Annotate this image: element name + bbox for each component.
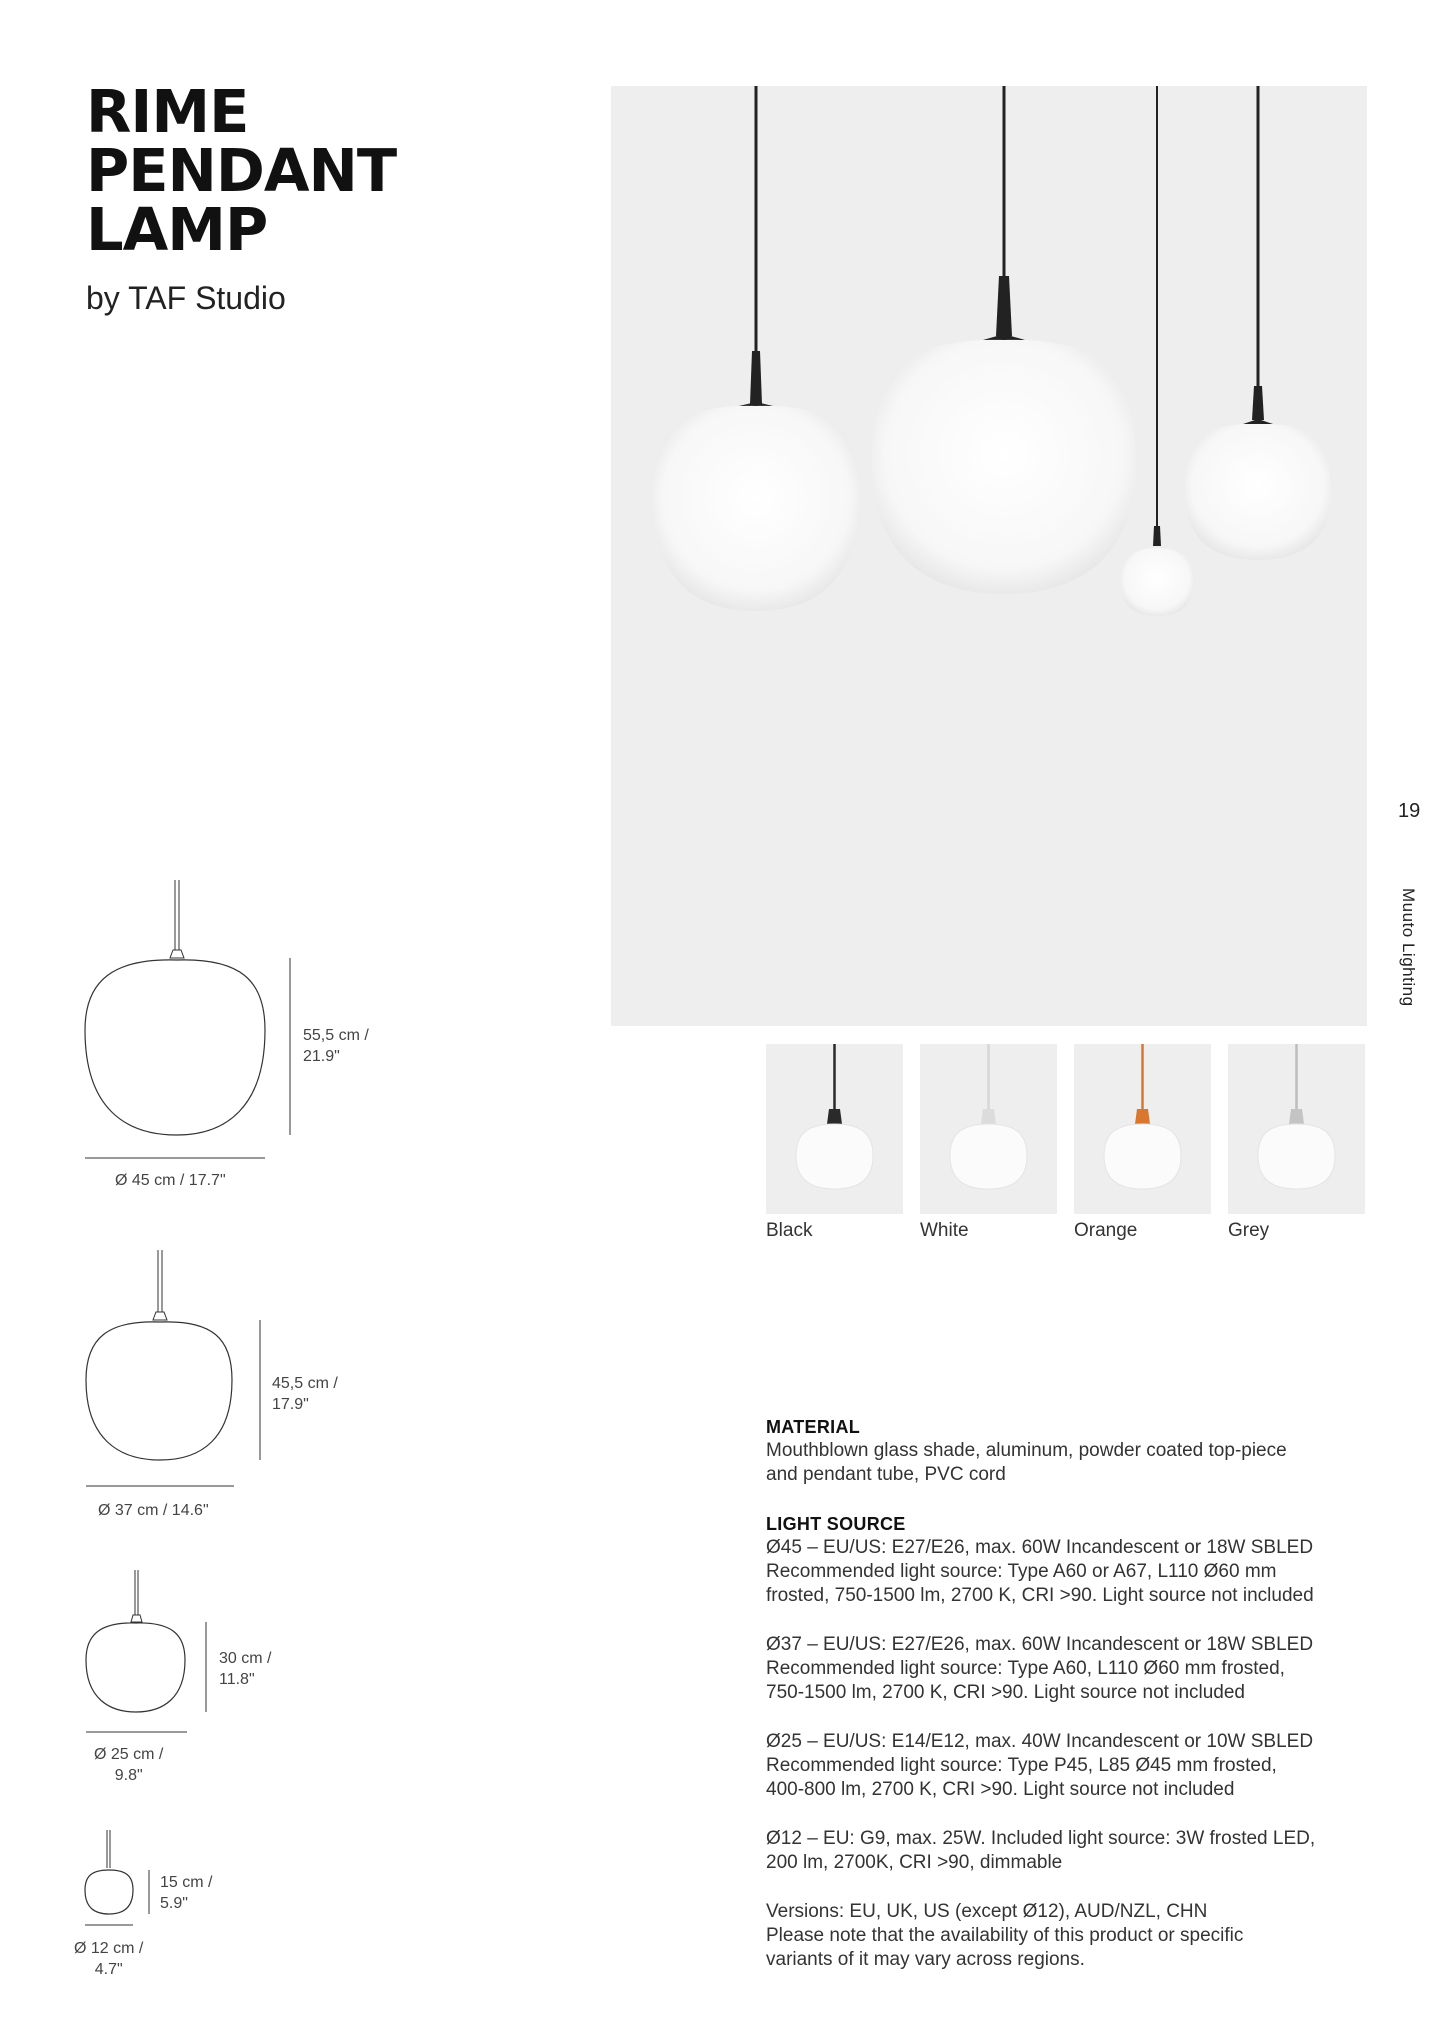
availability-note-line: Please note that the availability of this product or specific: [766, 1925, 1244, 1946]
lamp-grey-icon: [1228, 1044, 1365, 1214]
variant-label-black: Black: [766, 1220, 813, 1241]
light-source-line: 750-1500 lm, 2700 K, CRI >90. Light source not included: [766, 1682, 1245, 1703]
dimension-height-25: 30 cm / 11.8": [219, 1650, 272, 1688]
dimension-height-45: 55,5 cm / 21.9": [303, 1027, 369, 1065]
light-source-section: [766, 1512, 1386, 1608]
variant-swatch-black[interactable]: [766, 1044, 903, 1214]
lamp-outline-37-icon: [82, 1250, 282, 1490]
material-section: [766, 1415, 1386, 1487]
designer-credit: by TAF Studio: [86, 280, 286, 316]
material-heading: MATERIAL: [766, 1417, 861, 1437]
light-source-line: 200 lm, 2700K, CRI >90, dimmable: [766, 1852, 1063, 1873]
pendant-lamps-illustration: [611, 86, 1367, 1026]
dimension-diagram-25: [83, 1570, 223, 1740]
light-source-line: 400-800 lm, 2700 K, CRI >90. Light source not included: [766, 1779, 1235, 1800]
brand-vertical-label: Muuto Lighting: [1399, 888, 1418, 1007]
dimension-diagram-45: [80, 880, 300, 1160]
dimension-height-37: 45,5 cm / 17.9": [272, 1375, 338, 1413]
light-source-line: Ø25 – EU/US: E14/E12, max. 40W Incandescent or 10W SBLED: [766, 1731, 1314, 1752]
title-line-1: RIME: [86, 77, 249, 146]
variant-swatch-white[interactable]: [920, 1044, 1057, 1214]
variant-label-orange: Orange: [1074, 1220, 1138, 1241]
variant-swatch-orange[interactable]: [1074, 1044, 1211, 1214]
lamp-orange-icon: [1074, 1044, 1211, 1214]
light-source-line: frosted, 750-1500 lm, 2700 K, CRI >90. Light source not included: [766, 1585, 1314, 1606]
light-source-line: Recommended light source: Type P45, L85 Ø45 mm frosted,: [766, 1755, 1277, 1776]
variant-label-grey: Grey: [1228, 1220, 1270, 1241]
versions-note: [766, 1900, 1386, 1972]
dimension-diagram-37: [82, 1250, 282, 1490]
variant-label-white: White: [920, 1220, 969, 1241]
dimension-height-12: 15 cm / 5.9": [160, 1874, 213, 1912]
versions-line: Versions: EU, UK, US (except Ø12), AUD/NZL, CHN: [766, 1901, 1208, 1922]
light-source-heading: LIGHT SOURCE: [766, 1514, 906, 1534]
light-source-block-37: [766, 1633, 1386, 1705]
material-line: and pendant tube, PVC cord: [766, 1464, 1006, 1485]
title-line-3: LAMP: [86, 195, 268, 264]
light-source-line: Ø37 – EU/US: E27/E26, max. 60W Incandescent or 18W SBLED: [766, 1634, 1314, 1655]
light-source-line: Ø12 – EU: G9, max. 25W. Included light source: 3W frosted LED,: [766, 1828, 1316, 1849]
light-source-line: Ø45 – EU/US: E27/E26, max. 60W Incandescent or 18W SBLED: [766, 1537, 1314, 1558]
lamp-white-icon: [920, 1044, 1057, 1214]
availability-note-line: variants of it may vary across regions.: [766, 1949, 1085, 1970]
dimension-diameter-45: Ø 45 cm / 17.7": [115, 1172, 226, 1189]
dimension-diameter-37: Ø 37 cm / 14.6": [98, 1502, 209, 1519]
light-source-line: Recommended light source: Type A60 or A67, L110 Ø60 mm: [766, 1561, 1277, 1582]
material-line: Mouthblown glass shade, aluminum, powder coated top-piece: [766, 1440, 1287, 1461]
light-source-block-25: [766, 1730, 1386, 1802]
lamp-outline-45-icon: [80, 880, 300, 1160]
light-source-line: Recommended light source: Type A60, L110 Ø60 mm frosted,: [766, 1658, 1285, 1679]
title-line-2: PENDANT: [86, 136, 397, 205]
page-number: 19: [1398, 800, 1421, 822]
dimension-diameter-25: Ø 25 cm / 9.8": [94, 1746, 164, 1784]
lamp-black-icon: [766, 1044, 903, 1214]
hero-product-image: [611, 86, 1367, 1026]
dimension-diameter-12: Ø 12 cm / 4.7": [74, 1940, 144, 1978]
product-title: [86, 77, 397, 264]
variant-swatch-grey[interactable]: [1228, 1044, 1365, 1214]
light-source-block-12: [766, 1827, 1386, 1875]
lamp-outline-25-icon: [83, 1570, 223, 1740]
